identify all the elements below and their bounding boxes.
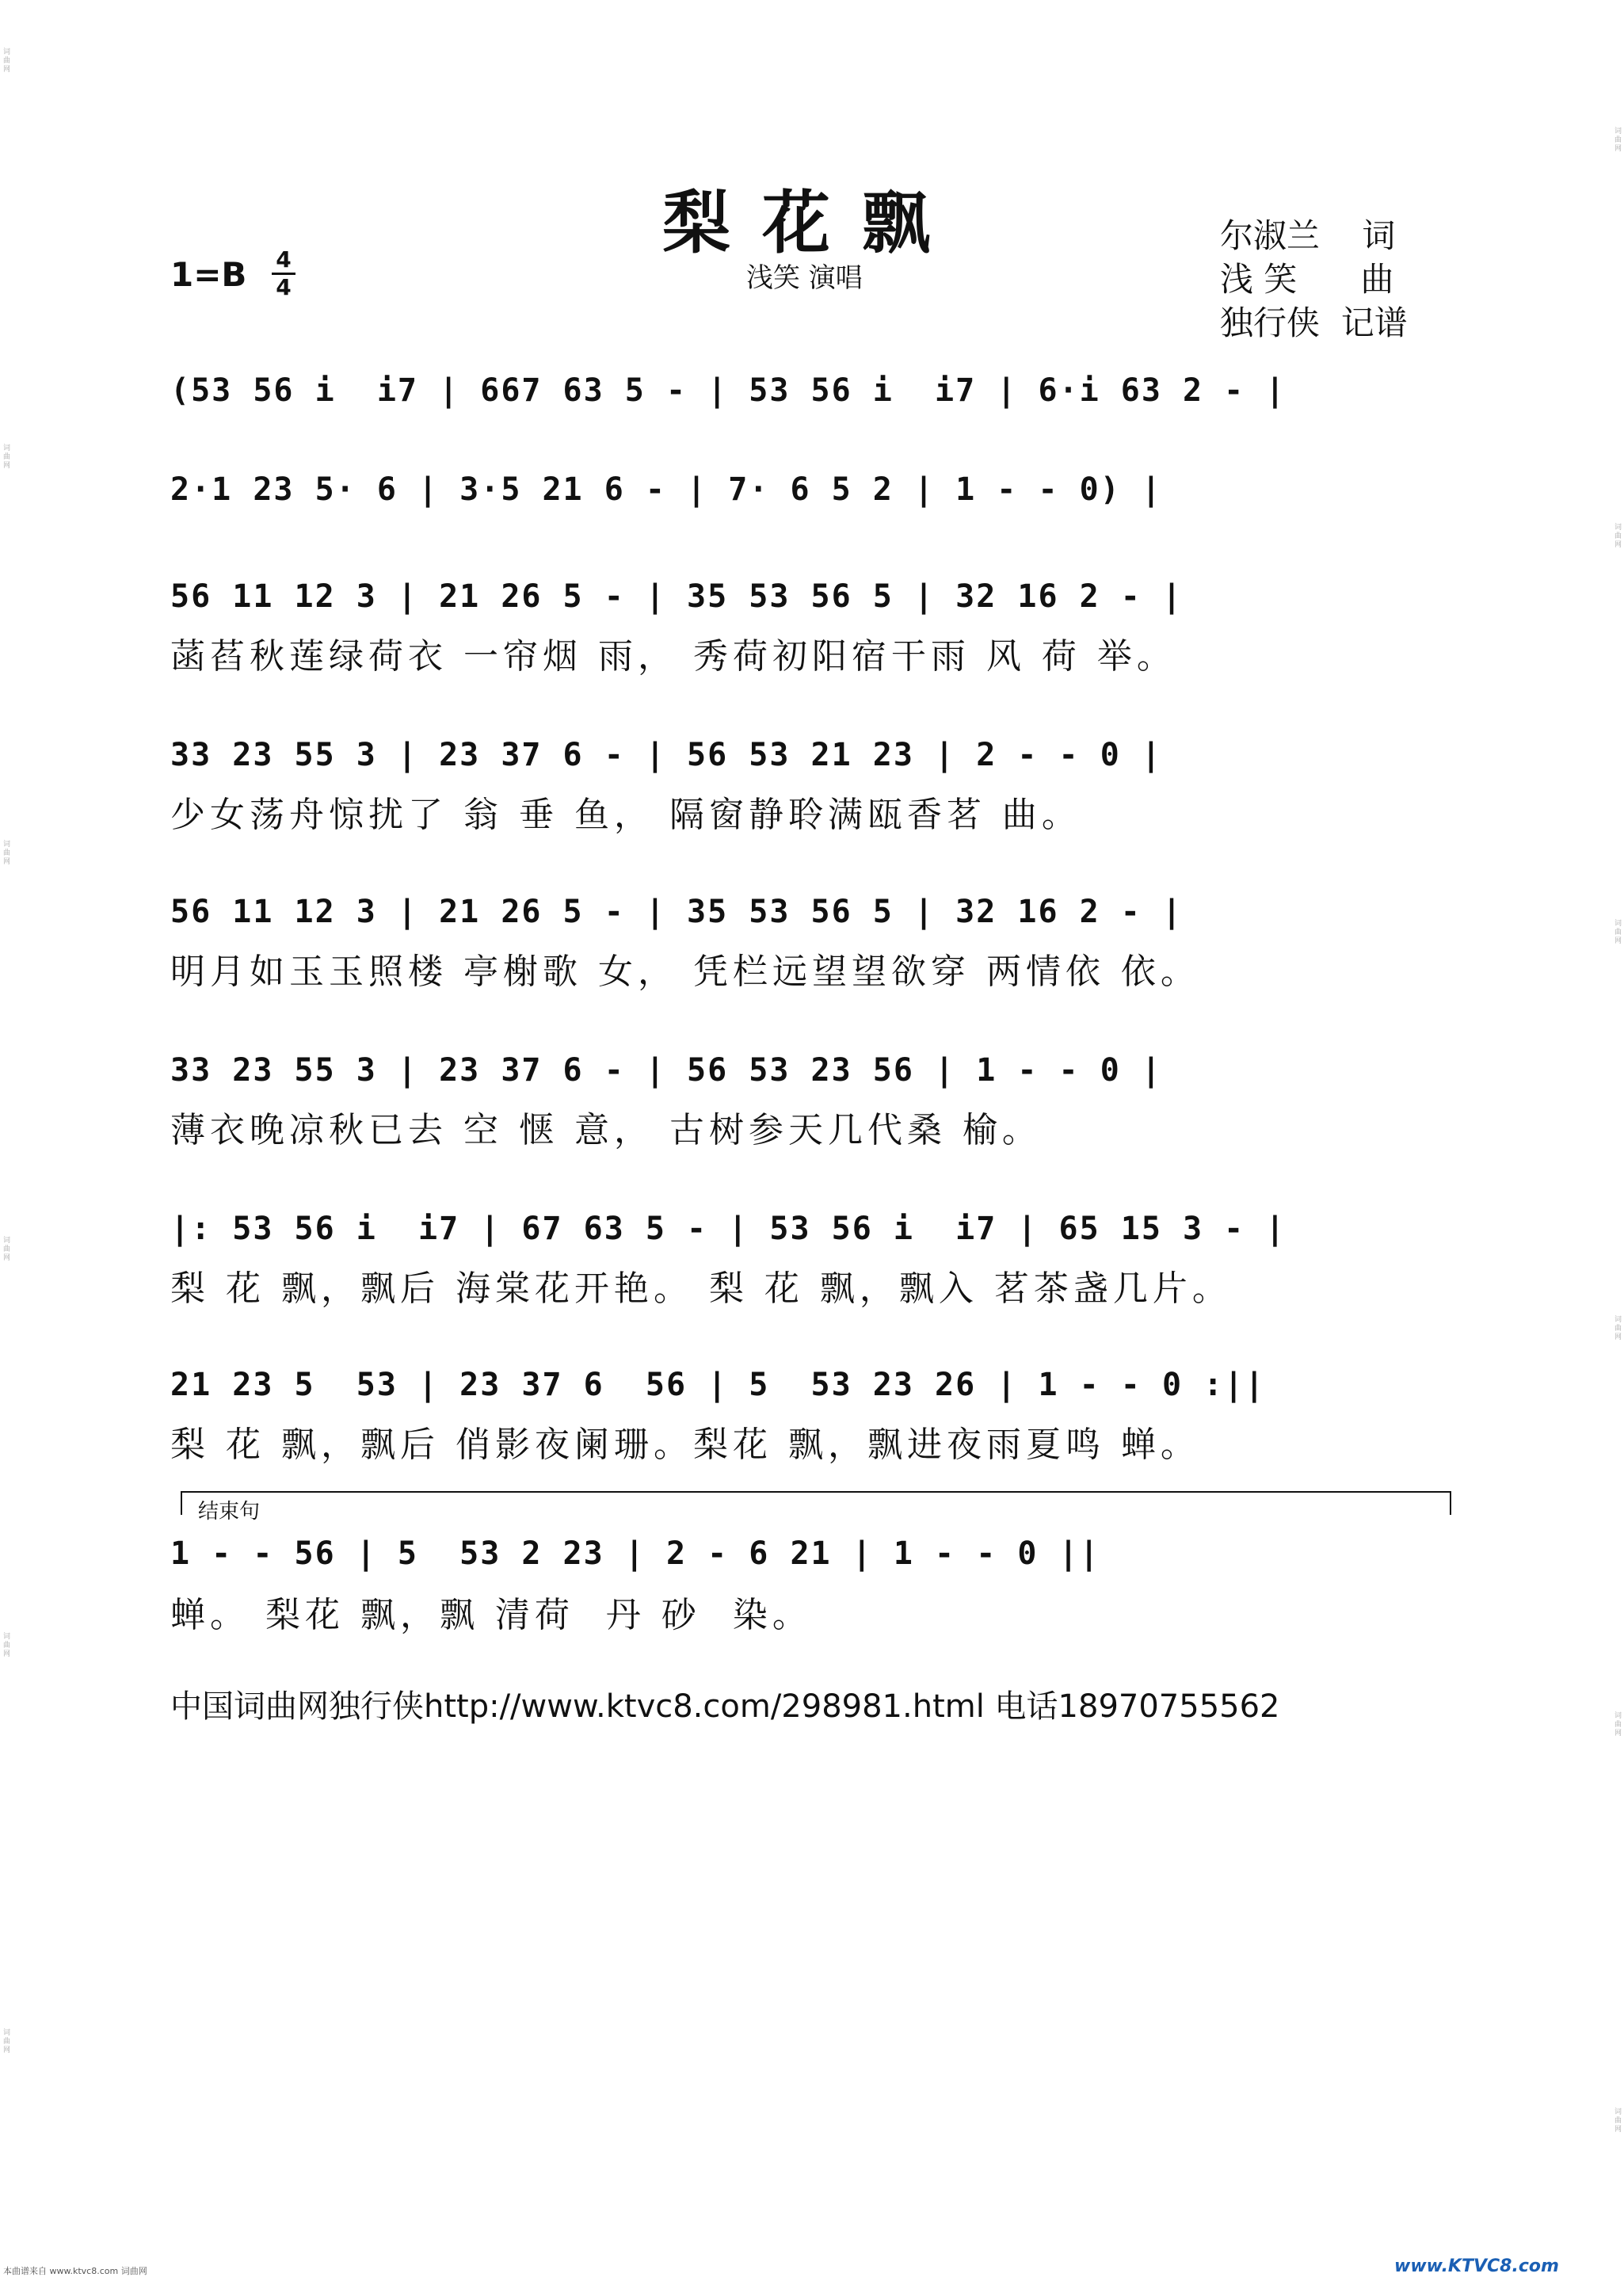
lyrics-line-8: 梨 花 飘，飘后 俏影夜阑珊。梨花 飘，飘进夜雨夏鸣 蝉。 — [170, 1425, 1200, 1465]
lyrics-line-7: 梨 花 飘，飘后 海棠花开艳。 梨 花 飘，飘入 茗茶盏几片。 — [170, 1268, 1232, 1309]
notation-line-6: 33 23 55 3 | 23 37 6 - | 56 53 23 56 | 1 - - 0 | — [170, 1052, 1162, 1089]
lyrics-line-5: 明月如玉玉照楼 亭榭歌 女， 凭栏远望望欲穿 两情依 依。 — [170, 952, 1200, 992]
notation-line-2: 2·1 23 5· 6 | 3·5 21 6 - | 7· 6 5 2 | 1 - - 0) | — [170, 471, 1162, 508]
watermark-text: 词曲网 — [2, 1632, 10, 1658]
watermark-text: 词曲网 — [1613, 1711, 1621, 1737]
right-watermark-strip — [1611, 0, 1624, 2281]
ending-bracket — [181, 1491, 1451, 1515]
notation-line-3: 56 11 12 3 | 21 26 5 - | 35 53 56 5 | 32 16 2 - | — [170, 578, 1184, 615]
watermark-text: 词曲网 — [2, 444, 10, 470]
lyrics-line-9: 蝉。 梨花 飘，飘 清荷 丹 砂 染。 — [170, 1595, 812, 1635]
key-signature: 1=B — [170, 255, 247, 294]
watermark-text: 词曲网 — [2, 2028, 10, 2054]
notation-line-8: 21 23 5 53 | 23 37 6 56 | 5 53 23 26 | 1 - - 0 :|| — [170, 1367, 1266, 1403]
left-watermark-strip — [0, 0, 13, 2281]
lyrics-line-4: 少女荡舟惊扰了 翁 垂 鱼， 隔窗静聆满瓯香茗 曲。 — [170, 795, 1081, 835]
time-signature — [272, 246, 295, 300]
ending-label: 结束句 — [198, 1500, 261, 1524]
watermark-text: 词曲网 — [1613, 2107, 1621, 2134]
watermark-text: 词曲网 — [2, 1236, 10, 1262]
notation-line-4: 33 23 55 3 | 23 37 6 - | 56 53 21 23 | 2 - - 0 | — [170, 737, 1162, 773]
lyricist-credit: 尔淑兰 词 — [1220, 216, 1396, 255]
notation-line-5: 56 11 12 3 | 21 26 5 - | 35 53 56 5 | 32 16 2 - | — [170, 894, 1184, 930]
watermark-text: 词曲网 — [1613, 1315, 1621, 1341]
bottom-credit: 本曲谱来自 www.ktvc8.com 词曲网 — [3, 2266, 147, 2276]
composer-credit: 浅 笑 曲 — [1220, 260, 1394, 299]
performer: 浅笑 演唱 — [746, 262, 863, 294]
meter-denominator: 4 — [276, 274, 292, 300]
watermark-text: 词曲网 — [1613, 127, 1621, 153]
notation-line-1: (53 56 i i7 | 667 63 5 - | 53 56 i i7 | 6·i 63 2 - | — [170, 372, 1287, 409]
notation-line-7: |: 53 56 i i7 | 67 63 5 - | 53 56 i i7 | 65 15 3 - | — [170, 1211, 1287, 1247]
site-logo: www.KTVC8.com — [1394, 2256, 1559, 2276]
watermark-text: 词曲网 — [1613, 523, 1621, 549]
watermark-text: 词曲网 — [2, 48, 10, 74]
transcriber-credit: 独行侠 记谱 — [1220, 303, 1408, 342]
source-footer: 中国词曲网独行侠http://www.ktvc8.com/298981.html 电话18970755562 — [170, 1688, 1280, 1725]
lyrics-line-6: 薄衣晚凉秋已去 空 惬 意， 古树参天几代桑 榆。 — [170, 1110, 1042, 1150]
lyrics-line-3: 菡萏秋莲绿荷衣 一帘烟 雨， 秀荷初阳宿干雨 风 荷 举。 — [170, 636, 1176, 677]
watermark-text: 词曲网 — [2, 840, 10, 866]
song-title: 梨花飘 — [662, 183, 962, 263]
meter-numerator: 4 — [276, 246, 292, 273]
watermark-text: 词曲网 — [1613, 919, 1621, 945]
notation-line-9: 1 - - 56 | 5 53 2 23 | 2 - 6 21 | 1 - - 0 || — [170, 1535, 1100, 1572]
